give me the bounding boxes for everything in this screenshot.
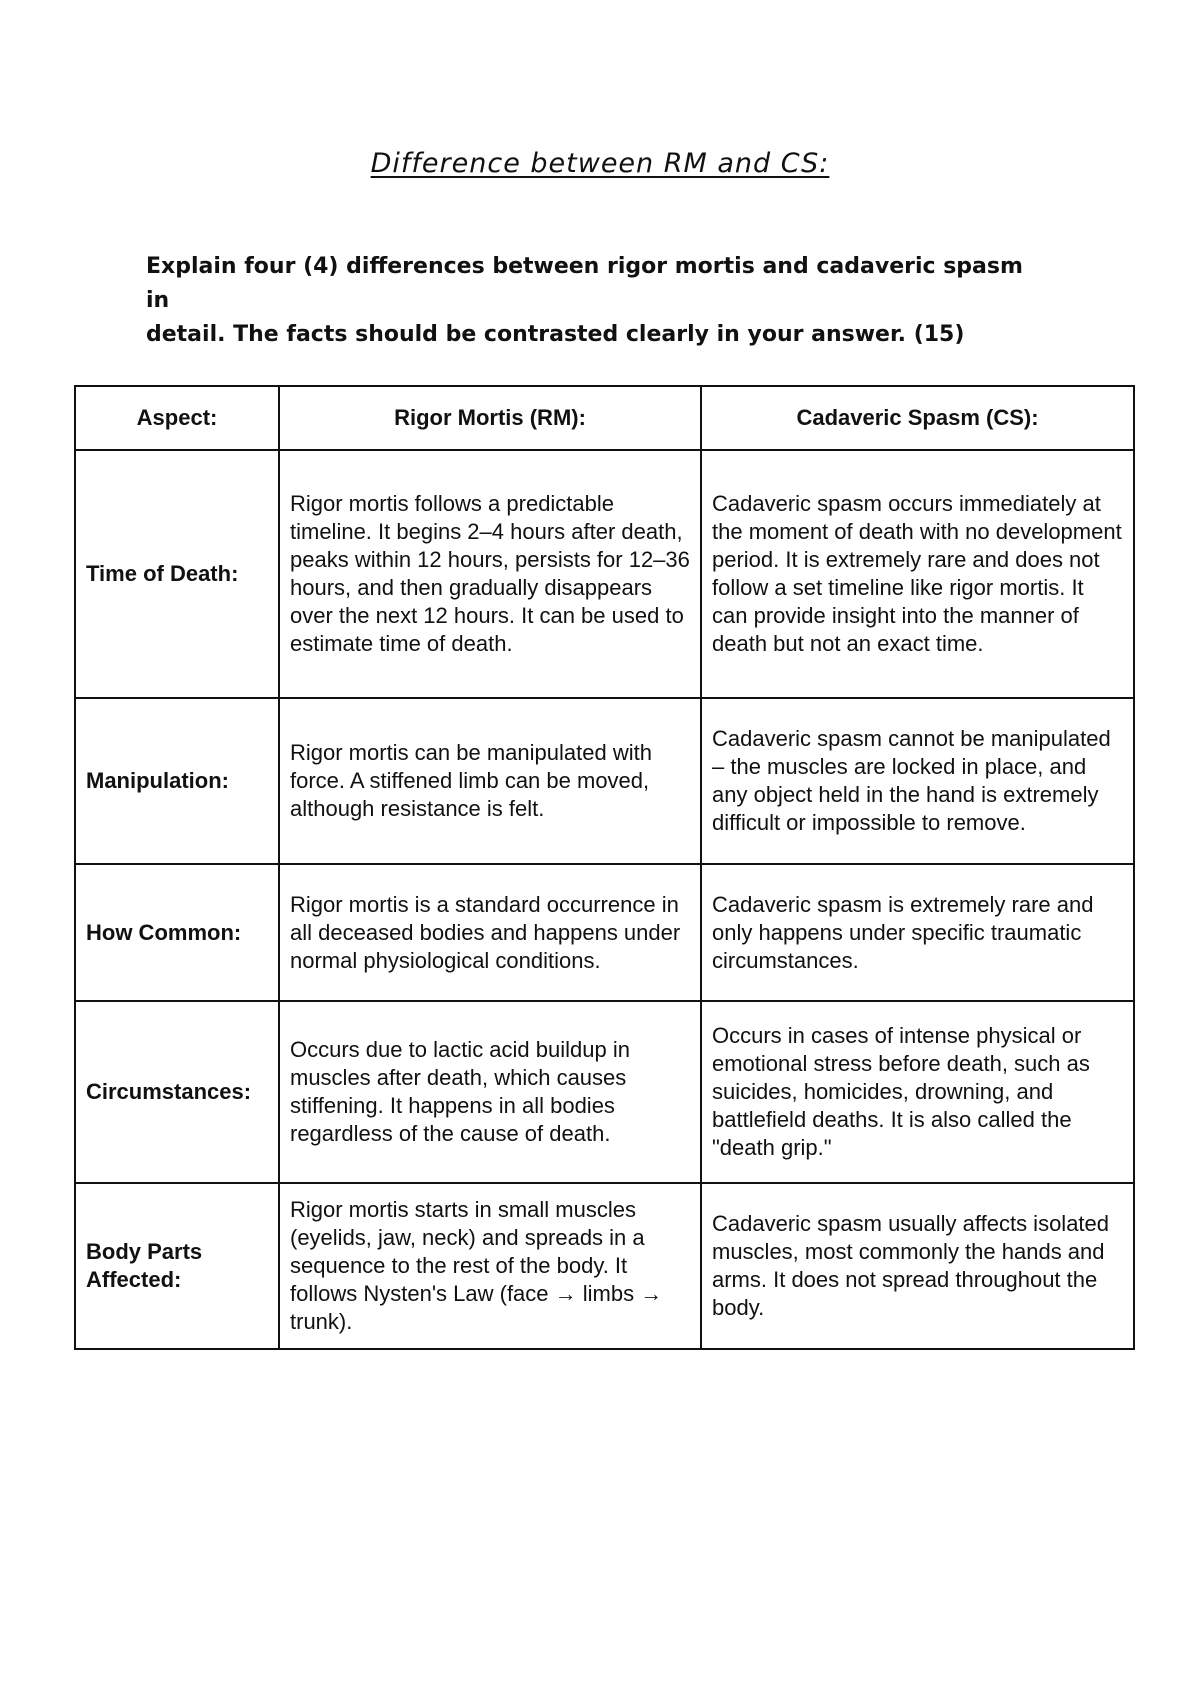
aspect-cell: Manipulation: (75, 698, 279, 864)
aspect-cell: Time of Death: (75, 450, 279, 698)
question-line: Explain four (4) differences between rigor mortis and cadaveric spasm in (146, 254, 1023, 313)
page-title: Difference between RM and CS: (370, 148, 830, 179)
table-header-row (75, 386, 1134, 450)
rigor-mortis-cell: Rigor mortis can be manipulated with force. A stiffened limb can be moved, although resistance is felt. (279, 698, 701, 864)
rigor-mortis-cell: Occurs due to lactic acid buildup in muscles after death, which causes stiffening. It happens in all bodies regardless of the cause of death. (279, 1001, 701, 1183)
table-row (75, 1001, 1134, 1183)
table-row (75, 864, 1134, 1001)
aspect-cell: Body Parts Affected: (75, 1183, 279, 1349)
cadaveric-spasm-cell: Cadaveric spasm is extremely rare and only happens under specific traumatic circumstances. (701, 864, 1134, 1001)
table-row (75, 698, 1134, 864)
question-text (146, 250, 1046, 352)
cadaveric-spasm-cell: Occurs in cases of intense physical or emotional stress before death, such as suicides, homicides, drowning, and battlefield deaths. It is also called the "death grip." (701, 1001, 1134, 1183)
header-cadaveric-spasm: Cadaveric Spasm (CS): (701, 386, 1134, 450)
aspect-cell: Circumstances: (75, 1001, 279, 1183)
header-rigor-mortis: Rigor Mortis (RM): (279, 386, 701, 450)
cadaveric-spasm-cell: Cadaveric spasm occurs immediately at the moment of death with no development period. It is extremely rare and does not follow a set timeline like rigor mortis. It can provide insight into the manner of death but not an exact time. (701, 450, 1134, 698)
table-row (75, 1183, 1134, 1349)
header-aspect: Aspect: (75, 386, 279, 450)
question-line: detail. The facts should be contrasted clearly in your answer. (15) (146, 322, 965, 347)
aspect-cell: How Common: (75, 864, 279, 1001)
comparison-table (74, 385, 1135, 1350)
cadaveric-spasm-cell: Cadaveric spasm usually affects isolated muscles, most commonly the hands and arms. It does not spread throughout the body. (701, 1183, 1134, 1349)
rigor-mortis-cell: Rigor mortis follows a predictable timeline. It begins 2–4 hours after death, peaks within 12 hours, persists for 12–36 hours, and then gradually disappears over the next 12 hours. It can be used to estimate time of death. (279, 450, 701, 698)
rigor-mortis-cell: Rigor mortis starts in small muscles (eyelids, jaw, neck) and spreads in a sequence to the rest of the body. It follows Nysten's Law (face → limbs → trunk). (279, 1183, 701, 1349)
table-row (75, 450, 1134, 698)
cadaveric-spasm-cell: Cadaveric spasm cannot be manipulated – the muscles are locked in place, and any object held in the hand is extremely difficult or impossible to remove. (701, 698, 1134, 864)
rigor-mortis-cell: Rigor mortis is a standard occurrence in all deceased bodies and happens under normal physiological conditions. (279, 864, 701, 1001)
